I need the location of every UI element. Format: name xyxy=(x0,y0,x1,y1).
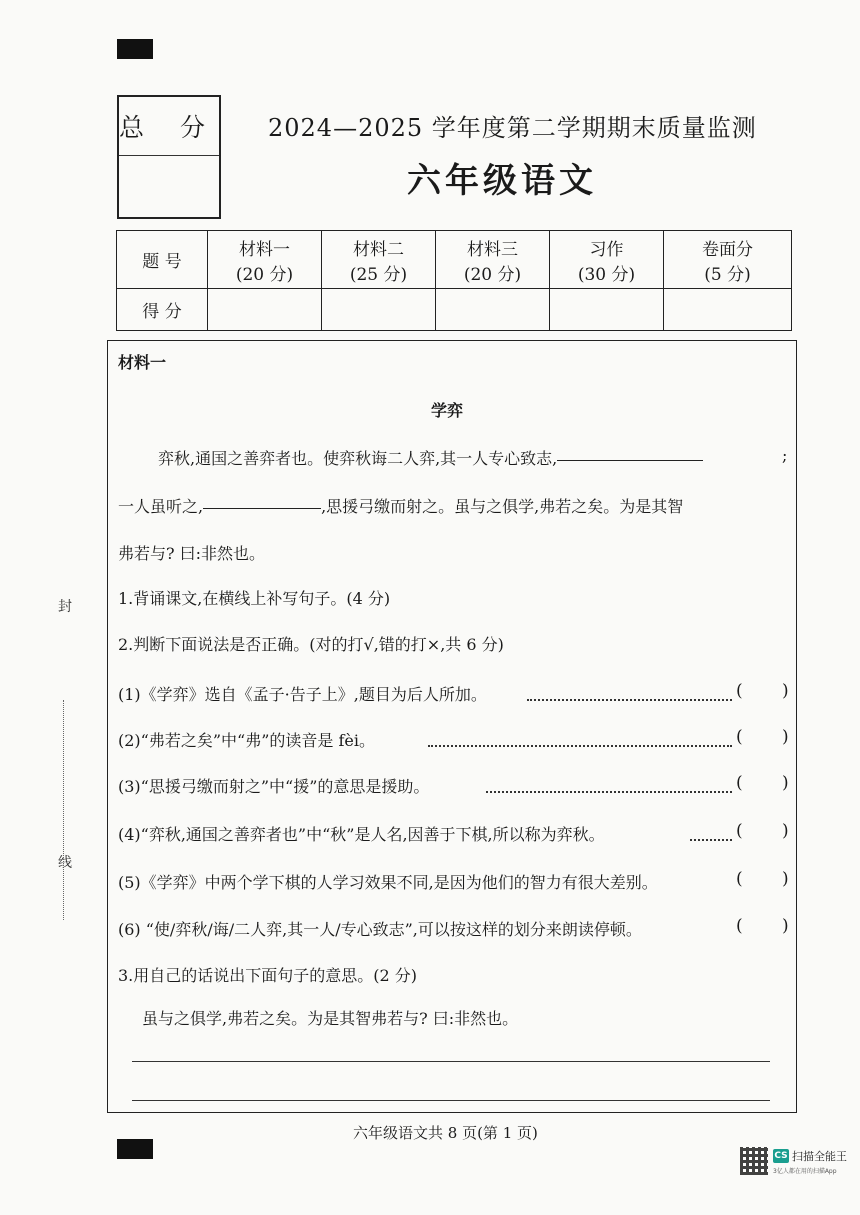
passage-semicolon: ; xyxy=(782,446,788,465)
scanner-logo: CS xyxy=(774,1151,788,1161)
column-name: 材料一 xyxy=(239,239,290,260)
column-points: (20 分) xyxy=(463,264,522,285)
passage-text: ,思援弓缴而射之。虽与之俱学,弗若之矣。为是其智 xyxy=(321,497,684,516)
qr-code-icon xyxy=(740,1147,768,1175)
score-column-4 xyxy=(550,231,664,289)
score-column-5 xyxy=(664,231,792,289)
answer-paren-open: ( xyxy=(736,869,743,889)
exam-title: 2024—2025 学年度第二学期期末质量监测 xyxy=(268,114,757,142)
column-name: 材料二 xyxy=(353,239,404,260)
dot-leader xyxy=(428,745,732,747)
passage-title: 学弈 xyxy=(431,401,464,420)
column-name: 习作 xyxy=(589,239,624,260)
answer-blank-2[interactable] xyxy=(203,507,321,509)
total-score-box xyxy=(117,95,221,219)
scanner-name: 扫描全能王 xyxy=(792,1150,847,1163)
judgment-item-3: (3)“思援弓缴而射之”中“援”的意思是援助。 xyxy=(118,777,430,796)
score-column-2 xyxy=(322,231,436,289)
column-points: (30 分) xyxy=(577,264,636,285)
answer-paren-open: ( xyxy=(736,773,743,793)
column-points: (25 分) xyxy=(349,264,408,285)
answer-paren-close: ) xyxy=(782,681,789,701)
answer-paren-close: ) xyxy=(782,727,789,747)
score-table xyxy=(116,230,792,331)
row-label-question-number: 题 号 xyxy=(117,231,208,289)
dot-leader xyxy=(486,791,732,793)
answer-paren-open: ( xyxy=(736,821,743,841)
subject-title: 六年级语文 xyxy=(407,161,597,201)
section-label: 材料一 xyxy=(118,353,167,372)
answer-line-1[interactable] xyxy=(132,1061,770,1062)
answer-line-2[interactable] xyxy=(132,1100,770,1101)
passage-line-2 xyxy=(118,494,683,517)
scanner-tagline: 3亿人都在用的扫描App xyxy=(773,1168,837,1175)
question-3-sentence: 虽与之俱学,弗若之矣。为是其智弗若与? 曰:非然也。 xyxy=(142,1009,519,1028)
score-cell xyxy=(208,289,322,331)
passage-line-1 xyxy=(158,446,703,469)
question-2: 2.判断下面说法是否正确。(对的打√,错的打×,共 6 分) xyxy=(118,635,504,654)
question-3: 3.用自己的话说出下面句子的意思。(2 分) xyxy=(118,966,418,985)
judgment-item-2: (2)“弗若之矣”中“弗”的读音是 fèi。 xyxy=(118,731,375,750)
registration-mark-bottom xyxy=(117,1139,153,1159)
column-points: (5 分) xyxy=(704,264,751,285)
margin-mark-seal: 封 xyxy=(58,599,72,615)
score-cell xyxy=(322,289,436,331)
answer-paren-open: ( xyxy=(736,681,743,701)
score-cell xyxy=(436,289,550,331)
score-cell xyxy=(664,289,792,331)
column-name: 卷面分 xyxy=(702,239,753,260)
judgment-item-5: (5)《学弈》中两个学下棋的人学习效果不同,是因为他们的智力有很大差别。 xyxy=(118,873,658,892)
registration-mark-top xyxy=(117,39,153,59)
passage-text: 一人虽听之, xyxy=(118,497,204,516)
margin-mark-line: 线 xyxy=(58,855,72,871)
answer-paren-close: ) xyxy=(782,821,789,841)
answer-paren-open: ( xyxy=(736,727,743,747)
answer-paren-open: ( xyxy=(736,916,743,936)
score-column-3 xyxy=(436,231,550,289)
judgment-item-1: (1)《学弈》选自《孟子·告子上》,题目为后人所加。 xyxy=(118,685,487,704)
total-score-label: 总 分 xyxy=(119,97,219,156)
column-name: 材料三 xyxy=(467,239,518,260)
score-cell xyxy=(550,289,664,331)
column-points: (20 分) xyxy=(235,264,294,285)
judgment-item-6: (6) “使/弈秋/诲/二人弈,其一人/专心致志”,可以按这样的划分来朗读停顿。 xyxy=(118,920,642,939)
margin-dotted-line xyxy=(63,700,64,920)
dot-leader xyxy=(527,699,732,701)
answer-paren-close: ) xyxy=(782,773,789,793)
judgment-item-4: (4)“弈秋,通国之善弈者也”中“秋”是人名,因善于下棋,所以称为弈秋。 xyxy=(118,825,605,844)
answer-blank-1[interactable] xyxy=(557,459,703,461)
answer-paren-close: ) xyxy=(782,916,789,936)
row-label-score: 得 分 xyxy=(117,289,208,331)
page-footer: 六年级语文共 8 页(第 1 页) xyxy=(353,1124,538,1142)
passage-text: 弈秋,通国之善弈者也。使弈秋诲二人弈,其一人专心致志, xyxy=(158,449,558,468)
passage-line-3: 弗若与? 曰:非然也。 xyxy=(118,544,266,563)
answer-paren-close: ) xyxy=(782,869,789,889)
score-column-1 xyxy=(208,231,322,289)
question-1: 1.背诵课文,在横线上补写句子。(4 分) xyxy=(118,589,391,608)
dot-leader xyxy=(690,839,732,841)
